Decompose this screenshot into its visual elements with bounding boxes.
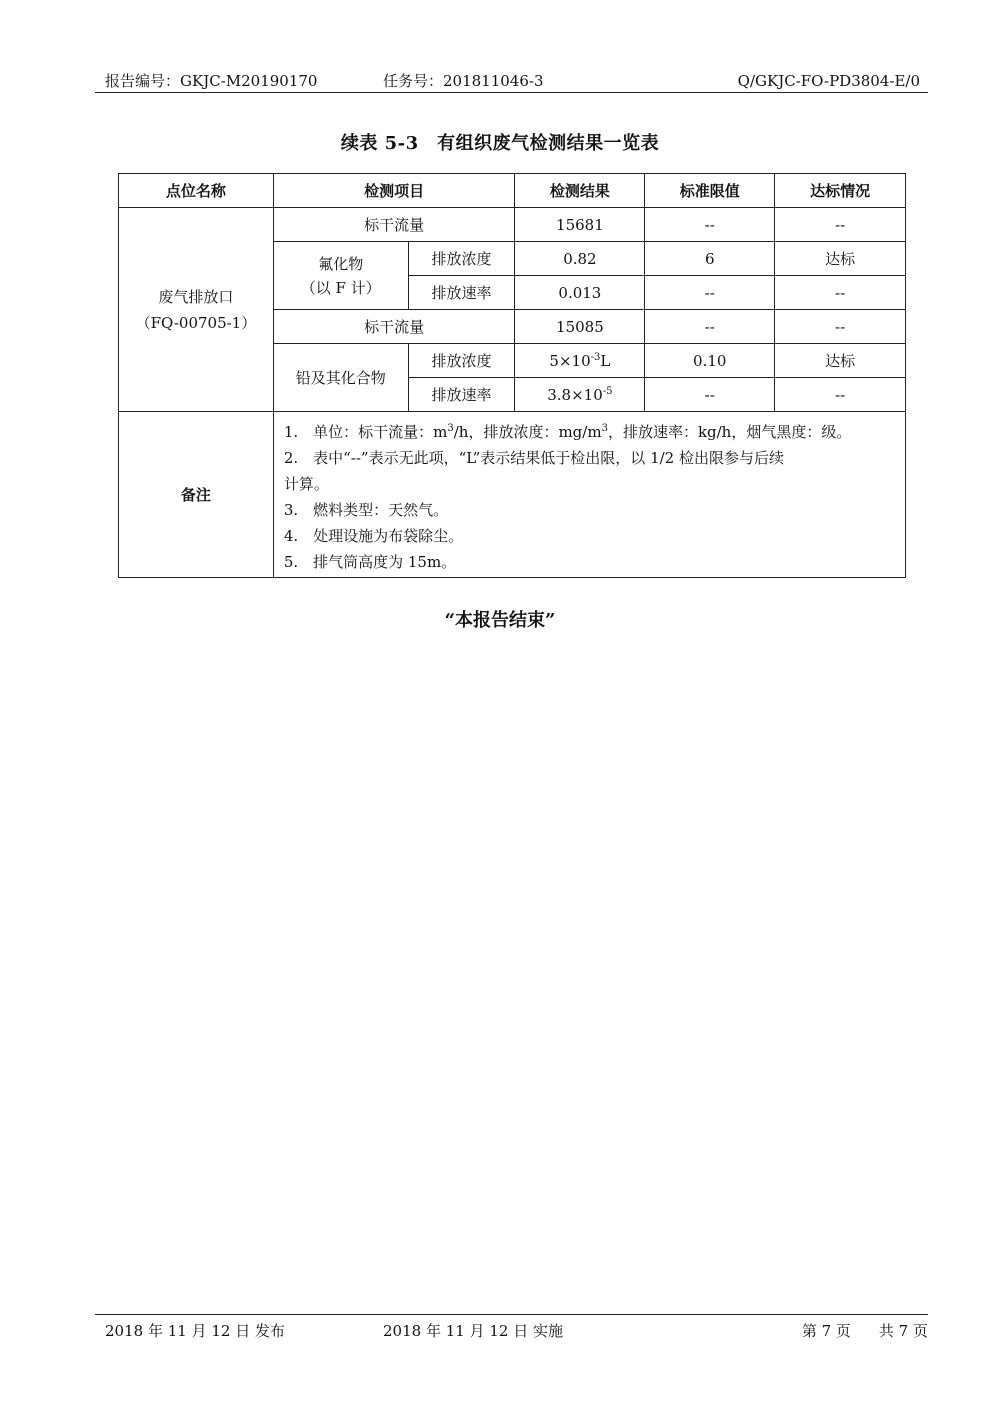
document-code: Q/GKJC-FO-PD3804-E/0 (737, 72, 920, 90)
results-table (118, 173, 906, 578)
result-cell: 15681 (515, 208, 645, 242)
result-cell: 0.82 (515, 242, 645, 276)
remarks-label: 备注 (119, 412, 274, 578)
sub-item-cell: 排放速率 (408, 276, 515, 310)
group-cell-fluoride (273, 242, 408, 310)
status-cell: 达标 (775, 344, 906, 378)
table-header-row (119, 174, 906, 208)
report-end-text: “本报告结束” (444, 610, 556, 631)
limit-cell: 0.10 (645, 344, 775, 378)
result-cell (515, 378, 645, 412)
result-exponent: -5 (602, 385, 613, 397)
note-5: 5. 排气筒高度为 15m。 (283, 553, 457, 571)
publish-date: 2018 年 11 月 12 日 发布 (105, 1322, 285, 1340)
status-cell: -- (775, 276, 906, 310)
table-title: 续表 5-3 有组织废气检测结果一览表 (340, 133, 660, 154)
sub-item-cell: 排放浓度 (408, 344, 515, 378)
result-exponent: -3 (590, 351, 601, 363)
result-suffix: L (600, 351, 611, 370)
status-cell: -- (775, 208, 906, 242)
item-cell: 标干流量 (273, 208, 515, 242)
page-numbering (774, 1317, 928, 1345)
page-footer (95, 1314, 928, 1345)
group-cell-lead: 铅及其化合物 (273, 344, 408, 412)
table-row (119, 208, 906, 242)
task-number: 任务号：201811046-3 (383, 72, 544, 90)
result-cell (515, 344, 645, 378)
note-4: 4. 处理设施为布袋除尘。 (283, 527, 464, 545)
limit-cell: 6 (645, 242, 775, 276)
status-cell: -- (775, 310, 906, 344)
report-number: 报告编号：GKJC-M20190170 (105, 72, 318, 90)
limit-cell: -- (645, 276, 775, 310)
remarks-notes (273, 412, 905, 578)
remarks-row (119, 412, 906, 578)
implement-date: 2018 年 11 月 12 日 实施 (383, 1322, 563, 1340)
location-name: 废气排放口 (158, 287, 234, 306)
result-base: 5×10 (549, 351, 591, 370)
col-header-limit: 标准限值 (645, 174, 775, 208)
result-cell: 15085 (515, 310, 645, 344)
status-cell: 达标 (775, 242, 906, 276)
sub-item-cell: 排放浓度 (408, 242, 515, 276)
col-header-item: 检测项目 (273, 174, 515, 208)
location-cell (119, 208, 274, 412)
limit-cell: -- (645, 208, 775, 242)
location-code: （FQ-00705-1） (135, 313, 257, 332)
col-header-location: 点位名称 (119, 174, 274, 208)
limit-cell: -- (645, 310, 775, 344)
limit-cell: -- (645, 378, 775, 412)
note-2: 2. 表中“--”表示无此项，“L”表示结果低于检出限，以 1/2 检出限参与后续 计算。 (283, 449, 784, 493)
page-header (95, 70, 928, 93)
note-1: 1. 单位：标干流量：$m^3/h$，排放浓度：$mg/m^3$，排放速率：kg/h，烟气黑度：级。 (283, 423, 852, 441)
page-total: 共 7 页 (878, 1322, 928, 1340)
col-header-status: 达标情况 (775, 174, 906, 208)
group-name: 氟化物 (318, 254, 364, 273)
item-cell: 标干流量 (273, 310, 515, 344)
result-cell: 0.013 (515, 276, 645, 310)
page-number: 第 7 页 (801, 1322, 851, 1340)
status-cell: -- (775, 378, 906, 412)
note-3: 3. 燃料类型：天然气。 (283, 501, 449, 519)
col-header-result: 检测结果 (515, 174, 645, 208)
sub-item-cell: 排放速率 (408, 378, 515, 412)
result-base: 3.8×10 (547, 385, 603, 404)
group-note: （以 F 计） (300, 278, 381, 297)
